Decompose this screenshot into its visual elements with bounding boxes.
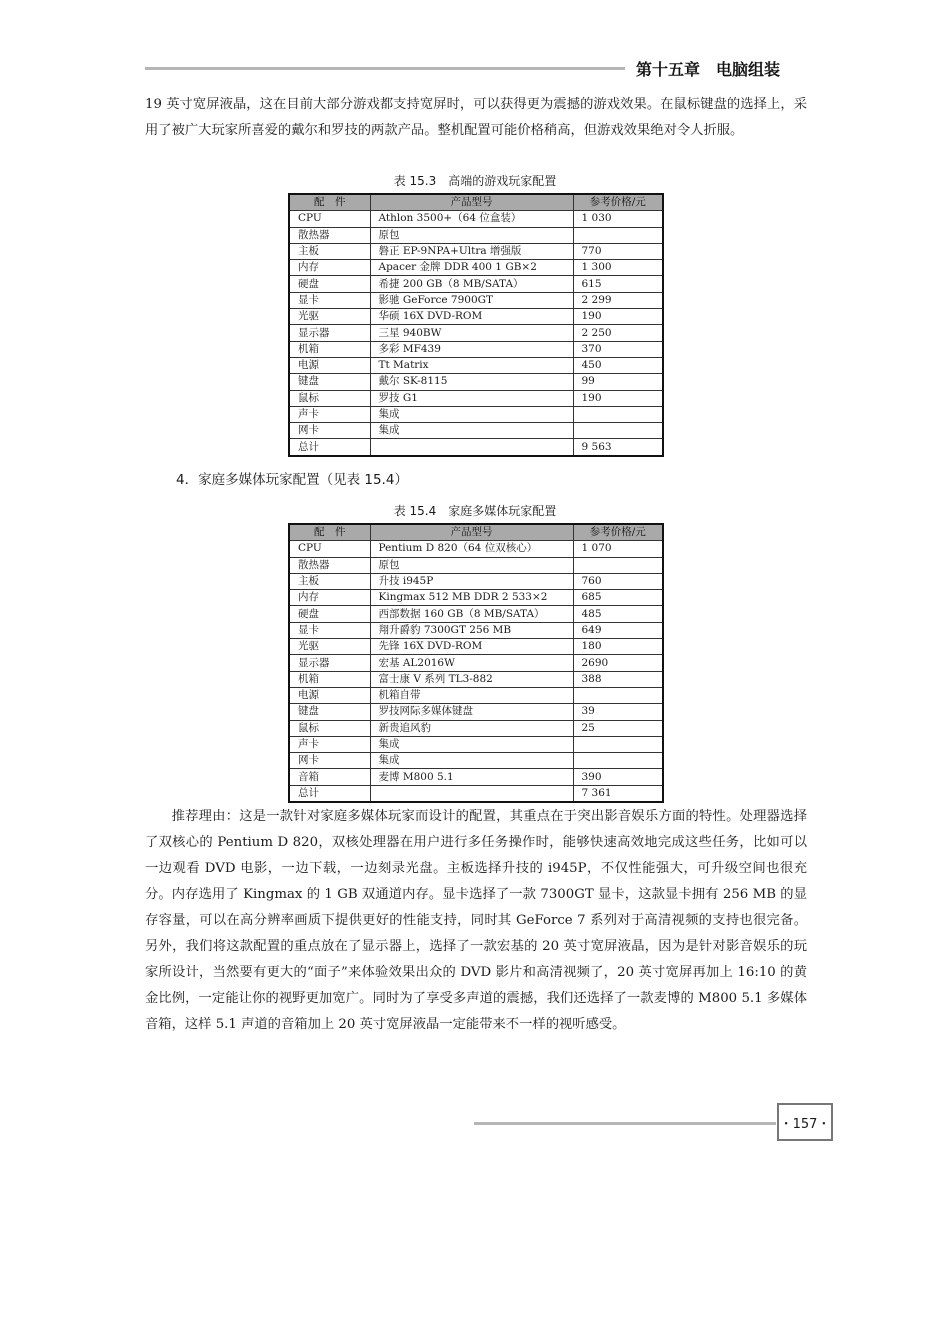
table-row (289, 357, 663, 373)
cell-model: 宏基 AL2016W (370, 655, 573, 671)
table-row (289, 769, 663, 785)
cell-model: 影驰 GeForce 7900GT (370, 292, 573, 308)
cell-model: 集成 (370, 423, 573, 439)
cell-model: 集成 (370, 406, 573, 422)
table-15-3-caption: 表 15.3 高端的游戏玩家配置 (393, 174, 557, 188)
cell-price: 770 (573, 243, 663, 259)
cell-part: 显卡 (289, 292, 370, 308)
table-15-4 (288, 523, 664, 803)
table-row (289, 704, 663, 720)
cell-model: 富士康 V 系列 TL3-882 (370, 671, 573, 687)
cell-price: 2690 (573, 655, 663, 671)
cell-part: 散热器 (289, 557, 370, 573)
table-row (289, 292, 663, 308)
chapter-title: 第十五章 电脑组装 (636, 60, 781, 79)
column-header-price: 参考价格/元 (573, 524, 663, 541)
cell-model: Tt Matrix (370, 357, 573, 373)
cell-part: 机箱 (289, 341, 370, 357)
cell-part: 鼠标 (289, 390, 370, 406)
cell-part: CPU (289, 541, 370, 557)
table-row (289, 557, 663, 573)
cell-price (573, 687, 663, 703)
table-header-row (289, 194, 663, 211)
table-row (289, 341, 663, 357)
section-4-heading: 4．家庭多媒体玩家配置（见表 15.4） (176, 472, 408, 488)
cell-price: 685 (573, 590, 663, 606)
table-row (289, 325, 663, 341)
cell-price: 485 (573, 606, 663, 622)
cell-part: 内存 (289, 260, 370, 276)
cell-model: 翔升爵豹 7300GT 256 MB (370, 622, 573, 638)
table-row (289, 736, 663, 752)
cell-model: 原包 (370, 227, 573, 243)
cell-part: 网卡 (289, 423, 370, 439)
cell-price: 2 250 (573, 325, 663, 341)
table-15-4-caption: 表 15.4 家庭多媒体玩家配置 (393, 504, 557, 518)
cell-part: 键盘 (289, 704, 370, 720)
cell-part: 散热器 (289, 227, 370, 243)
cell-price: 190 (573, 390, 663, 406)
cell-price: 649 (573, 622, 663, 638)
cell-price (573, 227, 663, 243)
cell-price: 1 030 (573, 211, 663, 227)
cell-model: 罗技 G1 (370, 390, 573, 406)
column-header-part: 配 件 (289, 524, 370, 541)
cell-model (370, 785, 573, 802)
cell-part: 声卡 (289, 736, 370, 752)
table-row (289, 260, 663, 276)
table-row (289, 720, 663, 736)
cell-model: 西部数据 160 GB（8 MB/SATA） (370, 606, 573, 622)
table-row (289, 406, 663, 422)
cell-part: 键盘 (289, 374, 370, 390)
table-row (289, 227, 663, 243)
table-row (289, 374, 663, 390)
cell-model: 集成 (370, 753, 573, 769)
cell-part: 网卡 (289, 753, 370, 769)
cell-price (573, 753, 663, 769)
header-rule (145, 67, 625, 70)
cell-part: 总计 (289, 785, 370, 802)
table-row (289, 671, 663, 687)
cell-price: 615 (573, 276, 663, 292)
table-row (289, 606, 663, 622)
recommend-paragraph: 推荐理由：这是一款针对家庭多媒体玩家而设计的配置，其重点在于突出影音娱乐方面的特性。处理器选择了双核心的 Pentium D 820，双核处理器在用户进行多任务操作时，能够快速高效地完成这些任务，比如可以一边观看 DVD 电影，一边下载，一边刻录光盘。主板选择升技的 i945P，不仅性能强大，可升级空间也很充分。内存选用了 Kingmax 的 1 GB 双通道内存。显卡选择了一款 7300GT 显卡，这款显卡拥有 256 MB 的显存容量，可以在高分辨率画质下提供更好的性能支持，同时其 GeForce 7 系列对于高清视频的支持也很完备。另外，我们将这款配置的重点放在了显示器上，选择了一款宏基的 20 英寸宽屏液晶，因为是针对影音娱乐的玩家所设计，当然要有更大的“面子”来体验效果出众的 DVD 影片和高清视频了，20 英寸宽屏再加上 16:10 的黄金比例，一定能让你的视野更加宽广。同时为了享受多声道的震撼，我们还选择了一款麦博的 M800 5.1 多媒体音箱，这样 5.1 声道的音箱加上 20 英寸宽屏液晶一定能带来不一样的视听感受。 (145, 809, 807, 1032)
page-number: ・157・ (777, 1103, 833, 1141)
cell-model: 机箱自带 (370, 687, 573, 703)
table-15-3-body (289, 211, 663, 456)
table-row (289, 439, 663, 456)
cell-part: 硬盘 (289, 276, 370, 292)
cell-part: 声卡 (289, 406, 370, 422)
cell-model: 麦博 M800 5.1 (370, 769, 573, 785)
cell-price: 450 (573, 357, 663, 373)
table-row (289, 573, 663, 589)
intro-paragraph: 19 英寸宽屏液晶，这在目前大部分游戏都支持宽屏时，可以获得更为震撼的游戏效果。在鼠标键盘的选择上，采用了被广大玩家所喜爱的戴尔和罗技的两款产品。整机配置可能价格稍高，但游戏效果绝对令人折服。 (145, 97, 807, 138)
cell-price: 390 (573, 769, 663, 785)
table-row (289, 655, 663, 671)
cell-part: 光驱 (289, 309, 370, 325)
cell-part: 机箱 (289, 671, 370, 687)
table-header-row (289, 524, 663, 541)
cell-part: 电源 (289, 687, 370, 703)
cell-part: 硬盘 (289, 606, 370, 622)
table-row (289, 753, 663, 769)
cell-part: 鼠标 (289, 720, 370, 736)
cell-price: 9 563 (573, 439, 663, 456)
table-row (289, 622, 663, 638)
cell-model: 集成 (370, 736, 573, 752)
cell-price: 760 (573, 573, 663, 589)
cell-model: 先锋 16X DVD-ROM (370, 639, 573, 655)
footer-rule (474, 1122, 776, 1125)
table-15-4-body (289, 541, 663, 802)
cell-price: 2 299 (573, 292, 663, 308)
cell-model: 原包 (370, 557, 573, 573)
table-row (289, 390, 663, 406)
table-row (289, 309, 663, 325)
cell-price: 7 361 (573, 785, 663, 802)
cell-model: 升技 i945P (370, 573, 573, 589)
column-header-model: 产品型号 (370, 194, 573, 211)
table-row (289, 276, 663, 292)
cell-price: 370 (573, 341, 663, 357)
cell-model: Pentium D 820（64 位双核心） (370, 541, 573, 557)
table-15-3 (288, 193, 664, 457)
cell-part: 显卡 (289, 622, 370, 638)
cell-model (370, 439, 573, 456)
cell-price: 99 (573, 374, 663, 390)
cell-part: 音箱 (289, 769, 370, 785)
table-row (289, 211, 663, 227)
cell-model: 多彩 MF439 (370, 341, 573, 357)
cell-model: Kingmax 512 MB DDR 2 533×2 (370, 590, 573, 606)
cell-price: 180 (573, 639, 663, 655)
table-row (289, 590, 663, 606)
cell-model: Athlon 3500+（64 位盒装） (370, 211, 573, 227)
cell-model: 新贵追风豹 (370, 720, 573, 736)
cell-model: 罗技网际多媒体键盘 (370, 704, 573, 720)
cell-price (573, 406, 663, 422)
column-header-part: 配 件 (289, 194, 370, 211)
cell-price (573, 736, 663, 752)
cell-model: 磐正 EP-9NPA+Ultra 增强版 (370, 243, 573, 259)
column-header-price: 参考价格/元 (573, 194, 663, 211)
cell-model: 戴尔 SK-8115 (370, 374, 573, 390)
cell-part: 光驱 (289, 639, 370, 655)
table-row (289, 639, 663, 655)
cell-price: 190 (573, 309, 663, 325)
cell-price: 388 (573, 671, 663, 687)
table-row (289, 541, 663, 557)
table-row (289, 423, 663, 439)
cell-part: 主板 (289, 573, 370, 589)
table-row (289, 243, 663, 259)
cell-price: 25 (573, 720, 663, 736)
cell-price: 1 070 (573, 541, 663, 557)
cell-part: 电源 (289, 357, 370, 373)
cell-part: 总计 (289, 439, 370, 456)
cell-model: 三星 940BW (370, 325, 573, 341)
cell-part: CPU (289, 211, 370, 227)
cell-price (573, 557, 663, 573)
cell-price: 1 300 (573, 260, 663, 276)
table-row (289, 785, 663, 802)
cell-part: 内存 (289, 590, 370, 606)
cell-part: 主板 (289, 243, 370, 259)
cell-model: Apacer 金牌 DDR 400 1 GB×2 (370, 260, 573, 276)
column-header-model: 产品型号 (370, 524, 573, 541)
table-row (289, 687, 663, 703)
cell-price (573, 423, 663, 439)
cell-model: 华硕 16X DVD-ROM (370, 309, 573, 325)
cell-model: 希捷 200 GB（8 MB/SATA） (370, 276, 573, 292)
cell-part: 显示器 (289, 325, 370, 341)
cell-price: 39 (573, 704, 663, 720)
cell-part: 显示器 (289, 655, 370, 671)
